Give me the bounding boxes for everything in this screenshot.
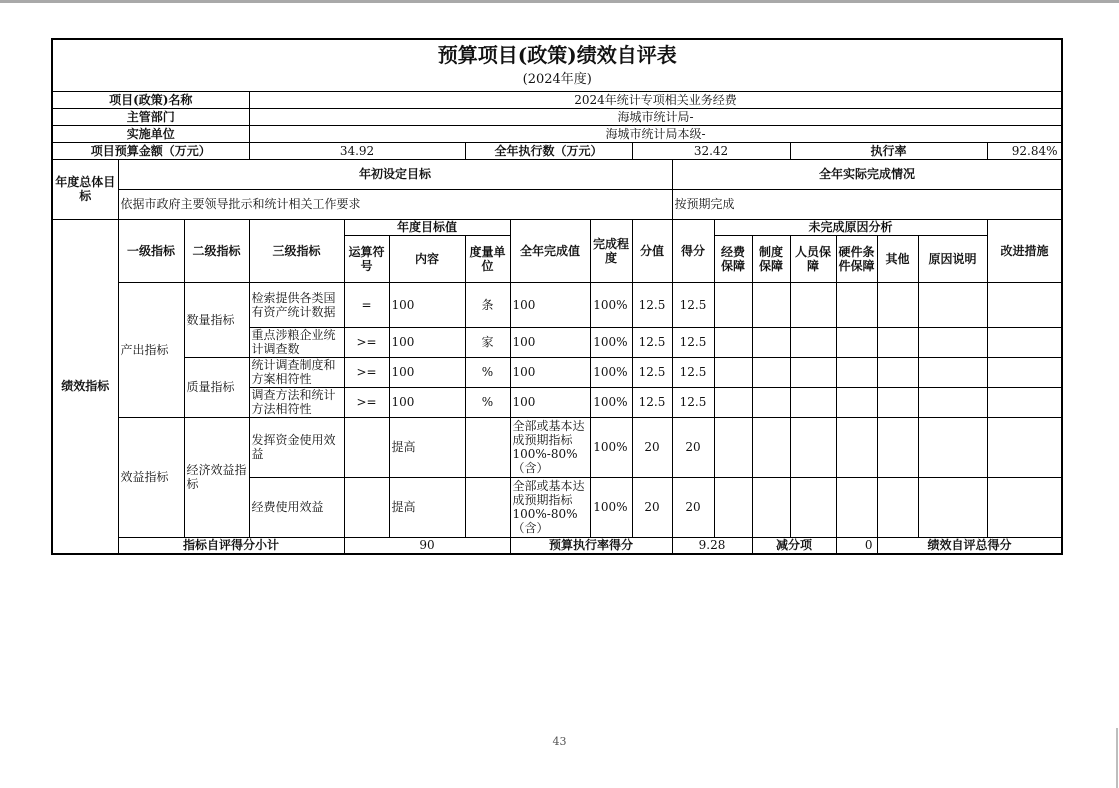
deduction-value: 0 xyxy=(836,537,877,554)
empty-cell xyxy=(714,417,752,477)
reason-header: 原因说明 xyxy=(918,235,987,282)
indicator-value: 12.5 xyxy=(632,282,672,327)
indicator-score: 12.5 xyxy=(672,282,714,327)
empty-cell xyxy=(877,357,918,387)
reason-analysis-header: 未完成原因分析 xyxy=(714,219,987,235)
empty-cell xyxy=(752,387,790,417)
indicator-completion: 100% xyxy=(590,282,632,327)
score-header: 得分 xyxy=(672,219,714,282)
empty-cell xyxy=(790,387,836,417)
indicator-content: 提高 xyxy=(389,417,465,477)
budget-rate-score-label: 预算执行率得分 xyxy=(510,537,672,554)
rate-value: 92.84% xyxy=(987,142,1062,159)
empty-cell xyxy=(987,282,1062,327)
empty-cell xyxy=(918,282,987,327)
indicator-unit: % xyxy=(465,357,510,387)
actual-result-header: 全年实际完成情况 xyxy=(672,159,1062,189)
indicator-score: 12.5 xyxy=(672,327,714,357)
empty-cell xyxy=(752,357,790,387)
annual-goal-label: 年度总体目标 xyxy=(52,159,118,219)
other-header: 其他 xyxy=(877,235,918,282)
subtotal-value: 90 xyxy=(344,537,510,554)
empty-cell xyxy=(987,357,1062,387)
budget-label: 项目预算金额（万元） xyxy=(52,142,249,159)
actual-value-header: 全年完成值 xyxy=(510,219,590,282)
empty-cell xyxy=(877,477,918,537)
system-guarantee-header: 制度保障 xyxy=(752,235,790,282)
empty-cell xyxy=(836,417,877,477)
performance-evaluation-table xyxy=(51,38,1063,555)
empty-cell xyxy=(752,282,790,327)
indicator-operator: >= xyxy=(344,387,389,417)
indicator-actual: 100 xyxy=(510,387,590,417)
actual-result-text: 按预期完成 xyxy=(672,189,1062,219)
indicator-value: 12.5 xyxy=(632,327,672,357)
empty-cell xyxy=(877,417,918,477)
empty-cell xyxy=(877,387,918,417)
empty-cell xyxy=(918,417,987,477)
target-value-header: 年度目标值 xyxy=(344,219,510,235)
indicator-value: 12.5 xyxy=(632,387,672,417)
empty-cell xyxy=(877,282,918,327)
executed-label: 全年执行数（万元） xyxy=(465,142,632,159)
indicator-unit: 家 xyxy=(465,327,510,357)
empty-cell xyxy=(918,357,987,387)
indicator-name: 统计调查制度和方案相符性 xyxy=(249,357,344,387)
empty-cell xyxy=(877,327,918,357)
score-value-header: 分值 xyxy=(632,219,672,282)
indicator-completion: 100% xyxy=(590,357,632,387)
initial-goal-text: 依据市政府主要领导批示和统计相关工作要求 xyxy=(118,189,672,219)
indicator-content: 提高 xyxy=(389,477,465,537)
unit-header: 度量单位 xyxy=(465,235,510,282)
indicator-operator xyxy=(344,417,389,477)
empty-cell xyxy=(836,357,877,387)
subtotal-label: 指标自评得分小计 xyxy=(118,537,344,554)
operator-header: 运算符号 xyxy=(344,235,389,282)
dept-value: 海城市统计局- xyxy=(249,108,1062,125)
indicator-operator: >= xyxy=(344,327,389,357)
indicator-completion: 100% xyxy=(590,327,632,357)
budget-rate-score-value: 9.28 xyxy=(672,537,752,554)
indicator-score: 12.5 xyxy=(672,387,714,417)
empty-cell xyxy=(918,387,987,417)
indicator-completion: 100% xyxy=(590,417,632,477)
empty-cell xyxy=(836,387,877,417)
dept-label: 主管部门 xyxy=(52,108,249,125)
level1-header: 一级指标 xyxy=(118,219,184,282)
indicator-unit: % xyxy=(465,387,510,417)
indicator-completion: 100% xyxy=(590,387,632,417)
empty-cell xyxy=(714,357,752,387)
indicator-unit xyxy=(465,417,510,477)
indicator-actual: 100 xyxy=(510,282,590,327)
empty-cell xyxy=(790,327,836,357)
empty-cell xyxy=(918,327,987,357)
indicator-content: 100 xyxy=(389,387,465,417)
empty-cell xyxy=(836,327,877,357)
performance-indicators-label: 绩效指标 xyxy=(52,219,118,554)
empty-cell xyxy=(752,477,790,537)
indicator-content: 100 xyxy=(389,282,465,327)
page-title: 预算项目(政策)绩效自评表 xyxy=(52,39,1062,69)
empty-cell xyxy=(918,477,987,537)
project-name-label: 项目(政策)名称 xyxy=(52,91,249,108)
empty-cell xyxy=(714,387,752,417)
staff-guarantee-header: 人员保障 xyxy=(790,235,836,282)
empty-cell xyxy=(987,477,1062,537)
fund-guarantee-header: 经费保障 xyxy=(714,235,752,282)
indicator-completion: 100% xyxy=(590,477,632,537)
total-score-label: 绩效自评总得分 xyxy=(877,537,1062,554)
empty-cell xyxy=(752,327,790,357)
empty-cell xyxy=(790,357,836,387)
unit-label: 实施单位 xyxy=(52,125,249,142)
empty-cell xyxy=(790,282,836,327)
indicator-operator: >= xyxy=(344,357,389,387)
empty-cell xyxy=(714,477,752,537)
indicator-value: 12.5 xyxy=(632,357,672,387)
empty-cell xyxy=(836,282,877,327)
indicator-actual: 100 xyxy=(510,357,590,387)
empty-cell xyxy=(987,417,1062,477)
indicator-actual: 100 xyxy=(510,327,590,357)
empty-cell xyxy=(714,327,752,357)
economic-benefit-group: 经济效益指标 xyxy=(184,417,249,537)
indicator-name: 发挥资金使用效益 xyxy=(249,417,344,477)
content-header: 内容 xyxy=(389,235,465,282)
empty-cell xyxy=(714,282,752,327)
quality-indicator-group: 质量指标 xyxy=(184,357,249,417)
indicator-actual: 全部或基本达成预期指标100%-80%（含） xyxy=(510,417,590,477)
indicator-name: 经费使用效益 xyxy=(249,477,344,537)
unit-value: 海城市统计局本级- xyxy=(249,125,1062,142)
indicator-name: 检索提供各类国有资产统计数据 xyxy=(249,282,344,327)
indicator-score: 12.5 xyxy=(672,357,714,387)
indicator-content: 100 xyxy=(389,357,465,387)
page-number: 43 xyxy=(552,735,567,748)
indicator-name: 调查方法和统计方法相符性 xyxy=(249,387,344,417)
level3-header: 三级指标 xyxy=(249,219,344,282)
budget-value: 34.92 xyxy=(249,142,465,159)
project-name-value: 2024年统计专项相关业务经费 xyxy=(249,91,1062,108)
indicator-value: 20 xyxy=(632,417,672,477)
empty-cell xyxy=(987,387,1062,417)
indicator-content: 100 xyxy=(389,327,465,357)
deduction-label: 减分项 xyxy=(752,537,836,554)
output-indicator-group: 产出指标 xyxy=(118,282,184,417)
indicator-score: 20 xyxy=(672,477,714,537)
rate-label: 执行率 xyxy=(790,142,987,159)
empty-cell xyxy=(836,477,877,537)
indicator-value: 20 xyxy=(632,477,672,537)
empty-cell xyxy=(987,327,1062,357)
indicator-operator: = xyxy=(344,282,389,327)
top-border-line xyxy=(0,0,1119,3)
completion-header: 完成程度 xyxy=(590,219,632,282)
level2-header: 二级指标 xyxy=(184,219,249,282)
indicator-name: 重点涉粮企业统计调查数 xyxy=(249,327,344,357)
indicator-unit: 条 xyxy=(465,282,510,327)
empty-cell xyxy=(752,417,790,477)
indicator-score: 20 xyxy=(672,417,714,477)
improvement-header: 改进措施 xyxy=(987,219,1062,282)
benefit-indicator-group: 效益指标 xyxy=(118,417,184,537)
indicator-operator xyxy=(344,477,389,537)
indicator-unit xyxy=(465,477,510,537)
quantity-indicator-group: 数量指标 xyxy=(184,282,249,357)
year-subtitle: (2024年度) xyxy=(52,69,1062,91)
executed-value: 32.42 xyxy=(632,142,790,159)
empty-cell xyxy=(790,477,836,537)
initial-goal-header: 年初设定目标 xyxy=(118,159,672,189)
empty-cell xyxy=(790,417,836,477)
hardware-guarantee-header: 硬件条件保障 xyxy=(836,235,877,282)
indicator-actual: 全部或基本达成预期指标100%-80%（含） xyxy=(510,477,590,537)
